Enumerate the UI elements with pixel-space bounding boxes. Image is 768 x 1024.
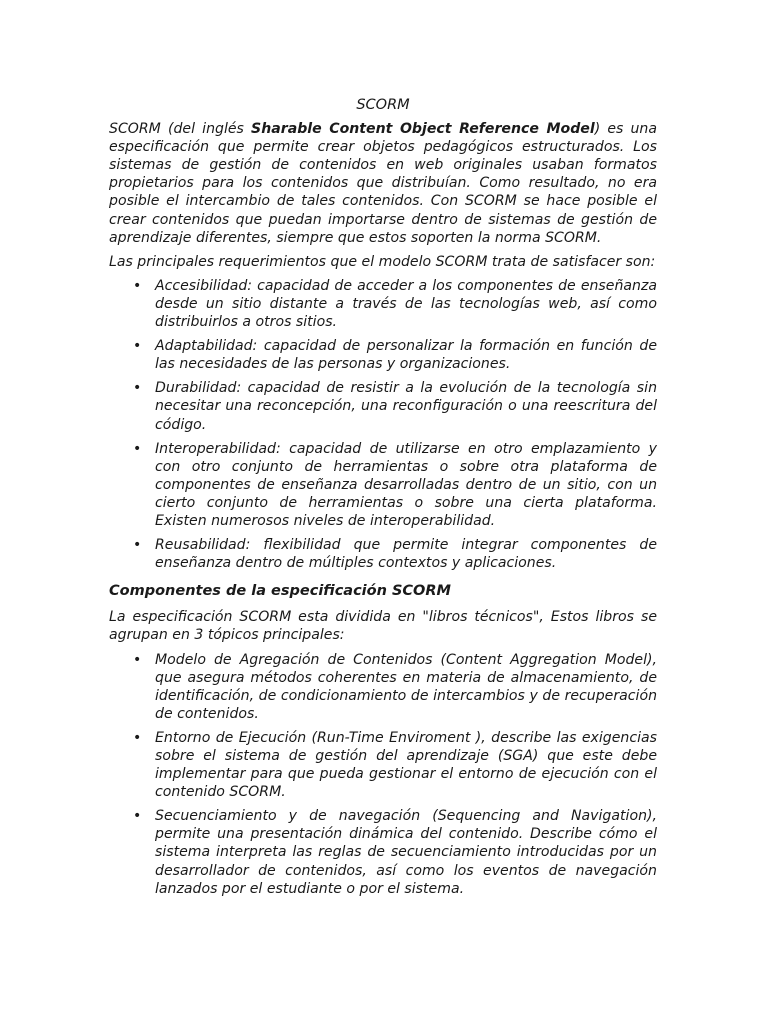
document-title: SCORM <box>356 97 410 113</box>
intro-expansion: Sharable Content Object Reference Model <box>251 121 595 138</box>
list-item: • Accesibilidad: capacidad de acceder a los componentes de enseñanza desde un sitio distante a través de las tecnologías web, así como distribuirlos a otros sitios. <box>155 277 657 331</box>
intro-rest: ) es una especificación que permite crear objetos pedagógicos estructurados. Los sistemas de gestión de contenidos en web originales usaban formatos propietarios para los contenidos que distribuían. Como resultado, no era posible el intercambio de tales contenidos. Con SCORM se hace posible el crear contenidos que puedan importarse dentro de sistemas de gestión de aprendizaje diferentes, siempre que estos soporten la norma SCORM. <box>109 121 657 246</box>
requirements-list <box>109 277 657 572</box>
intro-term: SCORM <box>109 121 161 138</box>
intro-paragraph <box>109 120 657 247</box>
list-item: • Adaptabilidad: capacidad de personalizar la formación en función de las necesidades de las personas y organizaciones. <box>155 337 657 373</box>
list-item: • Durabilidad: capacidad de resistir a la evolución de la tecnología sin necesitar una reconcepción, una reconfiguración o una reescritura del código. <box>155 379 657 433</box>
list-item: • Modelo de Agregación de Contenidos (Content Aggregation Model), que asegura métodos coherentes en materia de almacenamiento, de identificación, de condicionamiento de intercambios y de recuperación de contenidos. <box>155 651 657 723</box>
components-list <box>109 651 657 898</box>
list-item: • Secuenciamiento y de navegación (Sequencing and Navigation), permite una presentación dinámica del contenido. Describe cómo el sistema interpreta las reglas de secuenciamiento introducidas por un desarrollador de contenidos, así como los eventos de navegación lanzados por el estudiante o por el sistema. <box>155 807 657 897</box>
intro-open: (del inglés <box>160 121 252 138</box>
list-item: • Interoperabilidad: capacidad de utilizarse en otro emplazamiento y con otro conjunto de herramientas o sobre otra plataforma de componentes de enseñanza desarrolladas dentro de un sitio, con un cierto conjunto de herramientas o sobre una cierta plataforma. Existen numerosos niveles de interoperabilidad. <box>155 440 657 530</box>
document-body <box>109 96 657 904</box>
list-item: • Entorno de Ejecución (Run-Time Enviroment ), describe las exigencias sobre el sistema de gestión del aprendizaje (SGA) que este debe implementar para que pueda gestionar el entorno de ejecución con el contenido SCORM. <box>155 729 657 801</box>
section-heading: Componentes de la especificación SCORM <box>109 583 451 600</box>
components-intro: La especificación SCORM esta dividida en "libros técnicos", Estos libros se agrupan en 3 tópicos principales: <box>109 609 657 644</box>
list-item: • Reusabilidad: flexibilidad que permite integrar componentes de enseñanza dentro de múltiples contextos y aplicaciones. <box>155 536 657 572</box>
requirements-intro: Las principales requerimientos que el modelo SCORM trata de satisfacer son: <box>109 253 656 270</box>
